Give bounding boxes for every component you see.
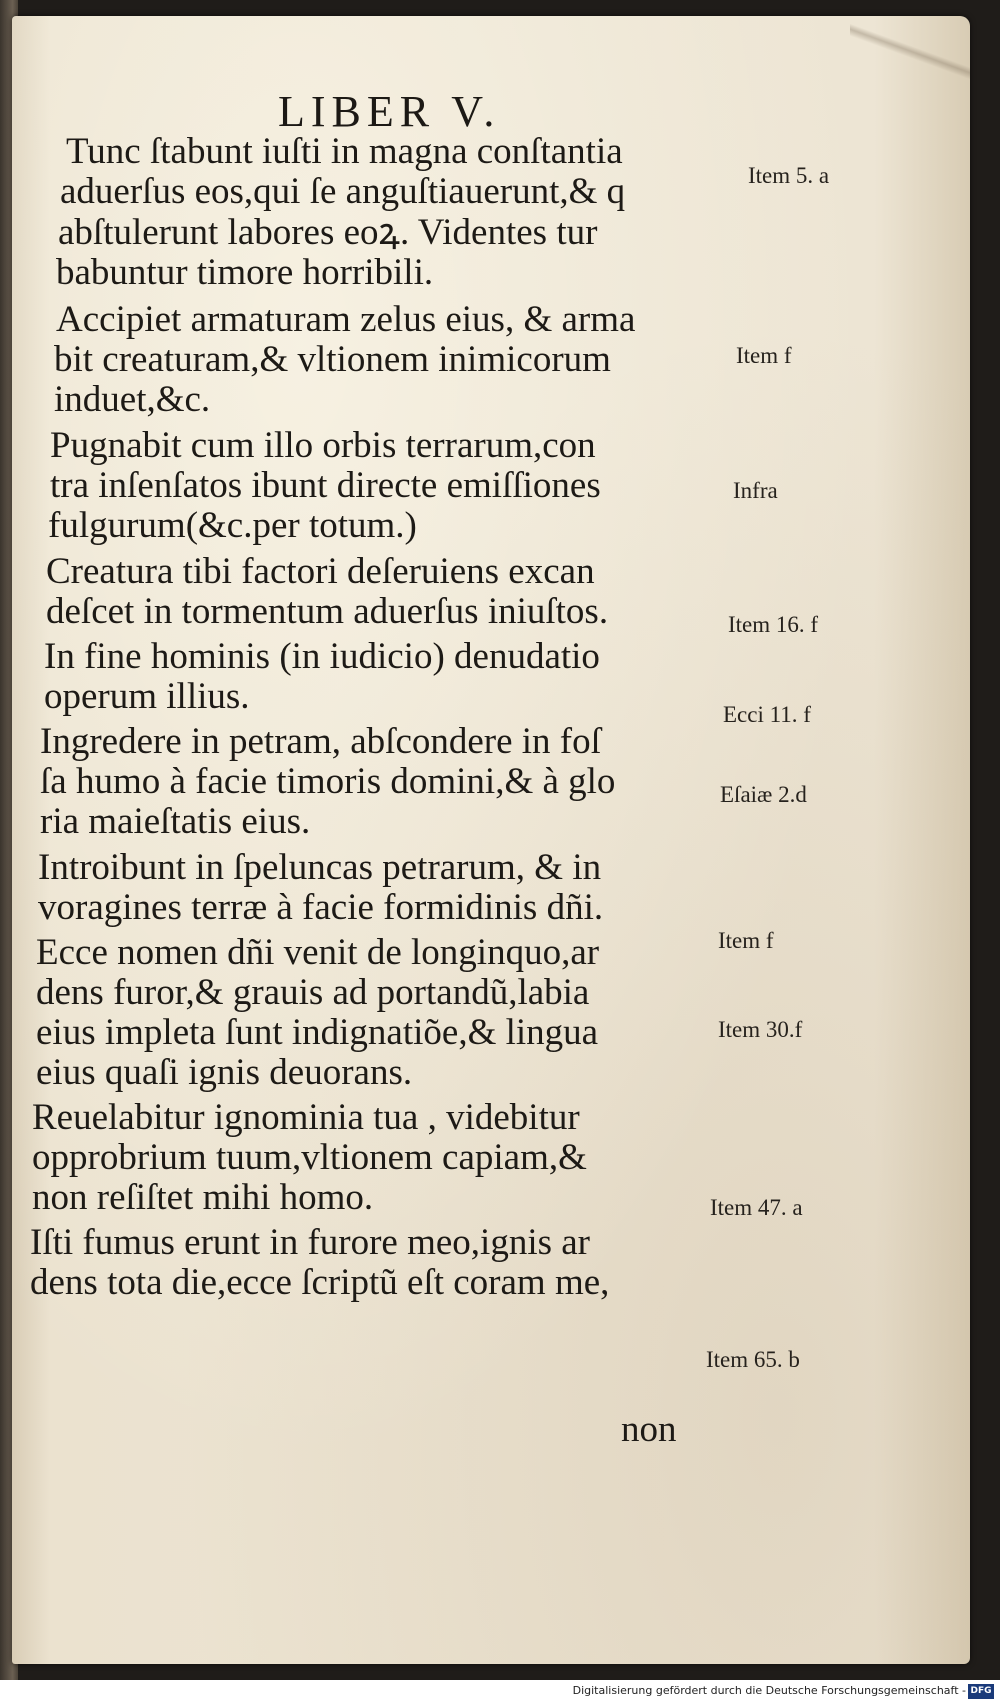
dfg-logo: DFG [968, 1684, 994, 1699]
text-line: aduerſus eos,qui ſe anguſtiauerunt,& q [60, 171, 626, 212]
text-line: In fine hominis (in iudicio) denudatio [44, 636, 600, 677]
marginal-note: Eſaiæ 2.d [720, 782, 807, 807]
text-line: opprobrium tuum,vltionem capiam,& [32, 1137, 587, 1178]
funding-credit: Digitalisierung gefördert durch die Deutsche Forschungsgemeinschaft - [572, 1684, 966, 1697]
text-line: Accipiet armaturam zelus eius, & arma [56, 299, 636, 340]
marginal-note: Item f [736, 343, 792, 368]
text-line: Reuelabitur ignominia tua , videbitur [32, 1097, 580, 1138]
text-line: tra inſenſatos ibunt directe emiſſiones [50, 465, 601, 506]
text-line: dens furor,& grauis ad portandũ,labia [36, 972, 590, 1013]
text-line: Ecce nomen dñi venit de longinquo,ar [36, 932, 600, 973]
marginal-note: Item 47. a [710, 1195, 803, 1220]
text-line: ſa humo à facie timoris domini,& à glo [40, 761, 616, 802]
text-line: Iſti fumus erunt in furore meo,ignis ar [30, 1222, 591, 1263]
text-line: Tunc ſtabunt iuſti in magna conſtantia [66, 131, 623, 172]
marginal-note: Item f [718, 928, 774, 953]
text-line: Ingredere in petram, abſcondere in foſ [40, 721, 601, 762]
text-line: fulgurum(&c.per totum.) [48, 505, 417, 546]
text-line: operum illius. [44, 676, 250, 717]
text-line: Creatura tibi factori deſeruiens excan [46, 551, 595, 592]
marginal-note: Item 65. b [706, 1347, 800, 1372]
marginal-note: Ecci 11. f [723, 702, 811, 727]
text-line: bit creaturam,& vltionem inimicorum [54, 339, 611, 380]
text-line: abſtulerunt labores eoꝝ. Videntes tur [58, 212, 598, 253]
catchword: non [621, 1409, 677, 1450]
text-line: Pugnabit cum illo orbis terrarum,con [50, 425, 596, 466]
text-line: babuntur timore horribili. [56, 252, 434, 293]
running-head: LIBER V. [278, 87, 501, 136]
text-line: induet,&c. [54, 379, 211, 420]
marginal-note: Item 30.f [718, 1017, 803, 1042]
marginal-note: Item 5. a [748, 163, 830, 188]
text-line: voragines terræ à facie formidinis dñi. [38, 887, 604, 928]
text-line: ria maieſtatis eius. [40, 801, 311, 842]
text-line: dens tota die,ecce ſcriptũ eſt coram me, [30, 1262, 610, 1303]
text-line: Introibunt in ſpeluncas petrarum, & in [38, 847, 602, 888]
text-line: eius impleta ſunt indignatiõe,& lingua [36, 1012, 599, 1053]
marginal-note: Infra [733, 478, 778, 503]
marginal-note: Item 16. f [728, 612, 819, 637]
text-line: eius quaſi ignis deuorans. [36, 1052, 413, 1093]
text-line: non reſiſtet mihi homo. [32, 1177, 374, 1218]
text-line: deſcet in tormentum aduerſus iniuſtos. [46, 591, 609, 632]
